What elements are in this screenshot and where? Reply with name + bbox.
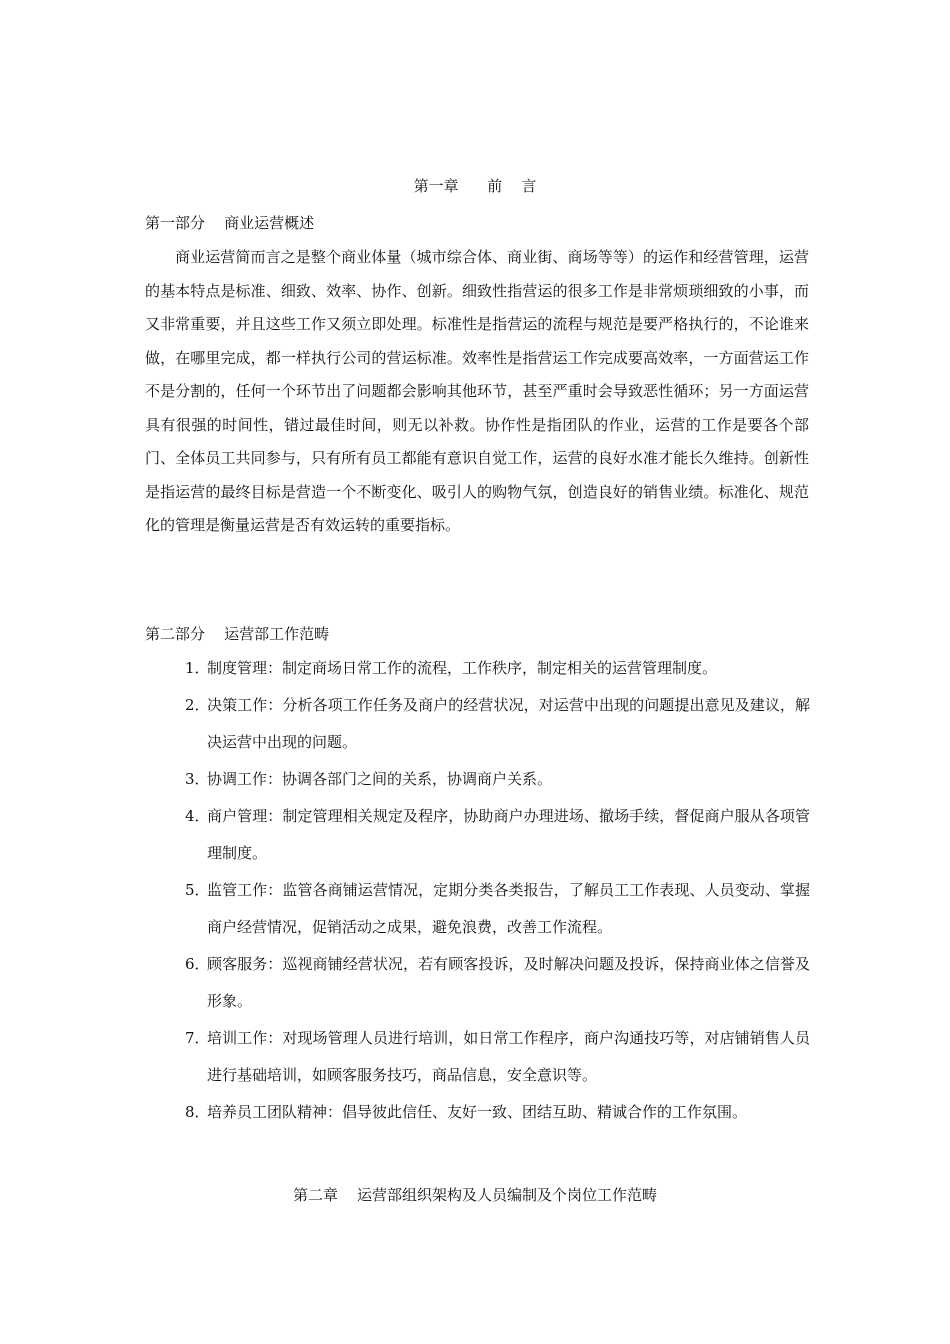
part-1-paragraph: 商业运营简而言之是整个商业体量（城市综合体、商业街、商场等等）的运作和经营管理，运营的基本特点是标准、细致、效率、协作、创新。细致性指营运的很多工作是非常烦琐细致的小事，而又非常重要，并且这些工作又须立即处理。标准性是指营运的流程与规范是要严格执行的，不论谁来做，在哪里完成，都一样执行公司的营运标准。效率性是指营运工作完成要高效率，一方面营运工作不是分割的，任何一个环节出了问题都会影响其他环节，甚至严重时会导致恶性循环；另一方面运营具有很强的时间性，错过最佳时间，则无以补救。协作性是指团队的作业，运营的工作是要各个部门、全体员工共同参与，只有所有员工都能有意识自觉工作，运营的良好水准才能长久维持。创新性是指运营的最终目标是营造一个不断变化、吸引人的购物气氛，创造良好的销售业绩。标准化、规范化的管理是衡量运营是否有效运转的重要指标。 [145, 248, 809, 534]
list-item [185, 761, 810, 798]
list-item-number: 5． [185, 881, 210, 899]
list-item-number: 8． [185, 1103, 210, 1121]
chapter-1-title: 第一章 前 言 [413, 177, 537, 195]
list-item-text: 培养员工团队精神：倡导彼此信任、友好一致、团结互助、精诚合作的工作氛围。 [207, 1103, 748, 1121]
list-item [185, 872, 810, 946]
list-item-text: 商户管理：制定管理相关规定及程序，协助商户办理进场、撤场手续，督促商户服从各项管理制度。 [207, 807, 810, 862]
list-item-text: 培训工作：对现场管理人员进行培训，如日常工作程序，商户沟通技巧等，对店铺销售人员进行基础培训，如顾客服务技巧，商品信息，安全意识等。 [207, 1029, 810, 1084]
list-item-text: 决策工作：分析各项工作任务及商户的经营状况，对运营中出现的问题提出意见及建议，解决运营中出现的问题。 [207, 696, 810, 751]
chapter-2-title: 第二章 运营部组织架构及人员编制及个岗位工作范畴 [292, 1186, 658, 1204]
list-item [185, 1020, 810, 1094]
list-item-text: 协调工作：协调各部门之间的关系，协调商户关系。 [207, 770, 553, 788]
list-item-number: 3． [185, 770, 210, 788]
list-item-number: 1． [185, 659, 210, 677]
part-2-heading: 第二部分 运营部工作范畴 [145, 625, 330, 643]
list-item [185, 687, 810, 761]
part-1-heading: 第一部分 商业运营概述 [145, 214, 315, 232]
list-item-number: 2． [185, 696, 210, 714]
list-item-number: 6． [185, 955, 210, 973]
list-item [185, 1094, 810, 1131]
work-scope-list [185, 650, 810, 1131]
list-item-text: 制度管理：制定商场日常工作的流程，工作秩序，制定相关的运营管理制度。 [207, 659, 718, 677]
list-item-text: 监管工作：监管各商铺运营情况，定期分类各类报告，了解员工工作表现、人员变动、掌握商户经营情况，促销活动之成果，避免浪费，改善工作流程。 [207, 881, 810, 936]
list-item-number: 7． [185, 1029, 210, 1047]
list-item-number: 4． [185, 807, 210, 825]
list-item-text: 顾客服务：巡视商铺经营状况，若有顾客投诉，及时解决问题及投诉，保持商业体之信誉及形象。 [207, 955, 810, 1010]
list-item [185, 650, 810, 687]
list-item [185, 798, 810, 872]
list-item [185, 946, 810, 1020]
